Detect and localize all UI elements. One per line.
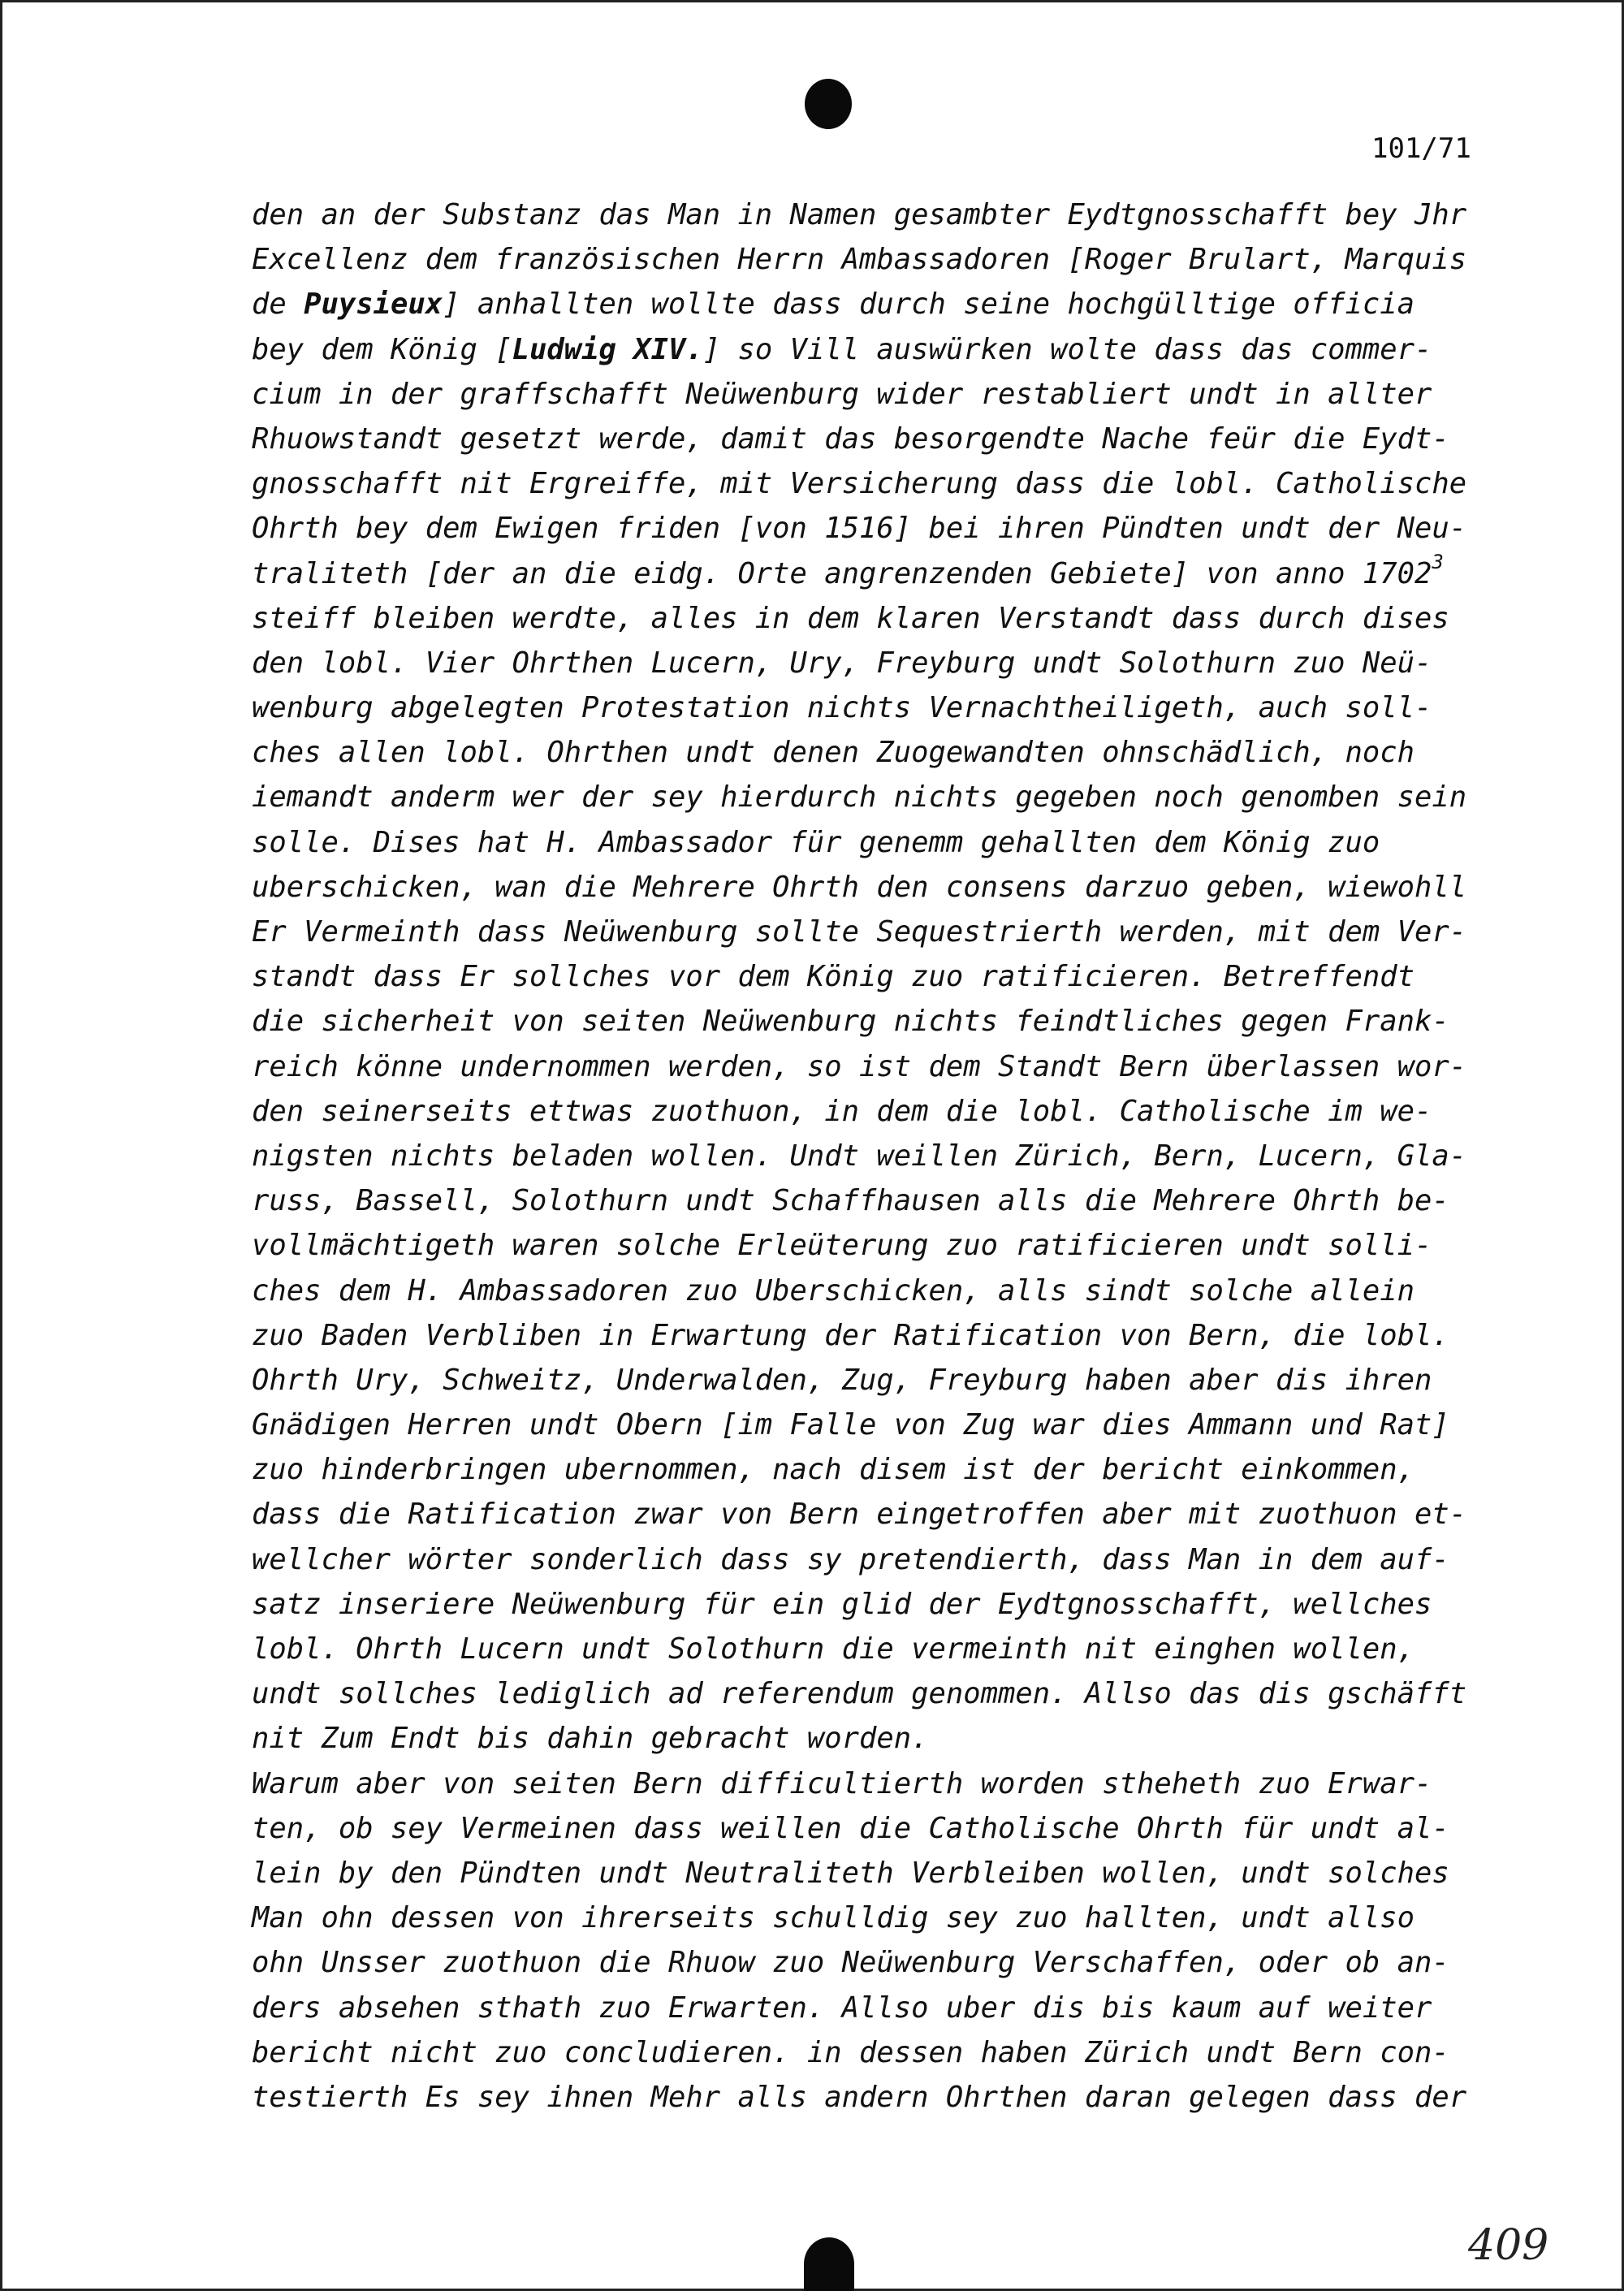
text-line [252,1940,1494,1985]
text-run: ] anhallten wollte dass durch seine hochgülltige officia [443,287,1415,322]
text-line [252,730,1494,775]
text-run: undt sollches lediglich ad referendum genommen. Allso das dis gschäfft [252,1677,1467,1711]
text-run: ohn Unsser zuothuon die Rhuow zuo Neüwenburg Verschaffen, oder ob an- [252,1946,1449,1980]
text-run: testierth Es sey ihnen Mehr alls andern Ohrthen daran gelegen dass der [252,2080,1467,2114]
text-line [252,1986,1494,2030]
text-line [252,1403,1494,1447]
text-line [252,237,1494,282]
text-run: traliteth [der an die eidg. Orte angrenzenden Gebiete] von anno 1702 [252,556,1432,590]
text-run: reich könne undernommen werden, so ist dem Standt Bern überlassen wor- [252,1049,1467,1083]
text-run: ders absehen sthath zuo Erwarten. Allso uber dis bis kaum auf weiter [252,1991,1432,2025]
text-run: gnosschafft nit Ergreiffe, mit Versicherung dass die lobl. Catholische [252,467,1467,501]
text-run: Rhuowstandt gesetzt werde, damit das besorgendte Nache feür die Eydt- [252,421,1449,456]
text-run: bericht nicht zuo concludieren. in dessen haben Zürich undt Bern con- [252,2035,1449,2069]
text-line [252,372,1494,417]
text-run: zuo Baden Verbliben in Erwartung der Ratification von Bern, die lobl. [252,1318,1449,1352]
text-line [252,417,1494,461]
text-line [252,1671,1494,1716]
text-line [252,1269,1494,1313]
text-line [252,685,1494,730]
bold-text-run: Ludwig XIV. [512,332,703,366]
text-run: standt dass Er sollches vor dem König zuo ratificieren. Betreffendt [252,960,1415,994]
text-run: iemandt anderm wer der sey hierdurch nichts gegeben noch genomben sein [252,780,1467,815]
text-run: lein by den Pündten undt Neutraliteth Verbleiben wollen, undt solches [252,1856,1449,1890]
text-line [252,999,1494,1044]
text-run: dass die Ratification zwar von Bern eingetroffen aber mit zuothuon et- [252,1498,1467,1532]
text-line [252,2030,1494,2075]
text-line [252,910,1494,954]
text-line [252,1851,1494,1895]
text-run: ] so Vill auswürken wolte dass das commer- [702,332,1432,366]
text-line [252,1537,1494,1582]
text-line [252,865,1494,910]
text-line [252,192,1494,237]
text-line [252,1895,1494,1940]
text-run: Excellenz dem französischen Herrn Ambassadoren [Roger Brulart, Marquis [252,243,1467,277]
text-run: den seinerseits ettwas zuothuon, in dem die lobl. Catholische im we- [252,1094,1432,1128]
text-run: wellcher wörter sonderlich dass sy pretendierth, dass Man in dem auf- [252,1542,1449,1576]
document-body-text [252,192,1494,2120]
text-line [252,282,1494,326]
text-run: wenburg abgelegten Protestation nichts Vernachtheiligeth, auch soll- [252,691,1432,725]
text-run: russ, Bassell, Solothurn undt Schaffhausen alls die Mehrere Ohrth be- [252,1184,1449,1218]
text-line [252,1313,1494,1358]
text-line [252,775,1494,819]
text-line [252,820,1494,865]
bold-text-run: Puysieux [304,287,443,322]
text-run: ten, ob sey Vermeinen dass weillen die Catholische Ohrth für undt al- [252,1811,1449,1845]
text-run: die sicherheit von seiten Neüwenburg nichts feindtliches gegen Frank- [252,1005,1449,1039]
text-line [252,1223,1494,1268]
text-line [252,1761,1494,1806]
text-run: steiff bleiben werdte, alles in dem klaren Verstandt dass durch dises [252,601,1449,635]
text-run: Ohrth Ury, Schweitz, Underwalden, Zug, Freyburg haben aber dis ihren [252,1363,1432,1397]
text-run: vollmächtigeth waren solche Erleüterung zuo ratificieren undt solli- [252,1229,1432,1263]
handwritten-folio-number: 409 [1468,2221,1549,2270]
text-run: zuo hinderbringen ubernommen, nach disem ist der bericht einkommen, [252,1453,1415,1487]
text-line [252,1716,1494,1761]
text-run: ches allen lobl. Ohrthen undt denen Zuogewandten ohnschädlich, noch [252,736,1415,770]
text-line [252,2075,1494,2120]
text-line [252,506,1494,551]
text-line [252,1582,1494,1627]
text-line [252,327,1494,372]
text-run: den lobl. Vier Ohrthen Lucern, Ury, Freyburg undt Solothurn zuo Neü- [252,646,1432,680]
footnote-marker: 3 [1432,550,1444,573]
text-run: Man ohn dessen von ihrerseits schulldig sey zuo hallten, undt allso [252,1901,1415,1935]
text-run: lobl. Ohrth Lucern undt Solothurn die vermeinth nit einghen wollen, [252,1632,1415,1666]
text-line [252,1134,1494,1178]
text-line [252,1447,1494,1492]
text-run: bey dem König [ [252,332,512,366]
text-line [252,641,1494,685]
text-run: uberschicken, wan die Mehrere Ohrth den consens darzuo geben, wiewohll [252,870,1467,904]
text-line [252,461,1494,506]
text-run: Gnädigen Herren undt Obern [im Falle von Zug war dies Ammann und Rat] [252,1408,1449,1442]
text-run: Ohrth bey dem Ewigen friden [von 1516] bei ihren Pündten undt der Neu- [252,512,1467,546]
text-line [252,1627,1494,1671]
text-line [252,1089,1494,1134]
text-run: cium in der graffschafft Neüwenburg wider restabliert undt in allter [252,377,1432,411]
text-line [252,596,1494,641]
text-line [252,1358,1494,1403]
text-line [252,1178,1494,1223]
text-line [252,1492,1494,1537]
page-number: 101/71 [1371,132,1471,165]
text-run: nigsten nichts beladen wollen. Undt weillen Zürich, Bern, Lucern, Gla- [252,1139,1467,1173]
punch-hole-top [805,79,852,129]
text-run: Er Vermeinth dass Neüwenburg sollte Sequestrierth werden, mit dem Ver- [252,915,1467,949]
text-run: de [252,287,304,322]
text-line [252,954,1494,999]
text-run: den an der Substanz das Man in Namen gesambter Eydtgnosschafft bey Jhr [252,198,1467,231]
text-run: ches dem H. Ambassadoren zuo Uberschicken, alls sindt solche allein [252,1273,1415,1308]
text-line [252,1806,1494,1851]
text-run: nit Zum Endt bis dahin gebracht worden. [252,1722,929,1756]
text-line [252,551,1494,596]
text-line [252,1044,1494,1089]
text-run: Warum aber von seiten Bern difficultierth worden stheheth zuo Erwar- [252,1766,1432,1800]
text-run: solle. Dises hat H. Ambassador für genemm gehallten dem König zuo [252,825,1380,859]
punch-hole-bottom [804,2237,854,2291]
text-run: satz inseriere Neüwenburg für ein glid der Eydtgnosschafft, wellches [252,1587,1432,1621]
